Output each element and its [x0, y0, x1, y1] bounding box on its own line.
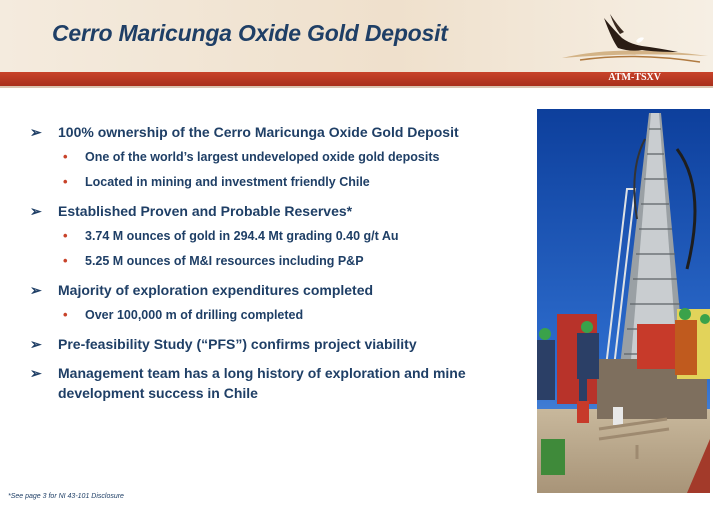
arrow-bullet-icon: ➢ [30, 124, 42, 140]
bullet-3: ➢ Majority of exploration expenditures completed [30, 282, 374, 298]
sub-bullet-3-1: • Over 100,000 m of drilling completed [63, 307, 304, 322]
drill-rig-photo [537, 109, 710, 493]
ticker-label: ATM-TSXV [608, 72, 661, 83]
bullet-1: ➢ 100% ownership of the Cerro Maricunga Oxide Gold Deposit [30, 124, 459, 140]
dot-bullet-icon: • [63, 149, 68, 164]
sub-bullet-1-2: • Located in mining and investment friendly Chile [63, 174, 370, 189]
bullet-5: ➢ Management team has a long history of exploration and mine development success in Chile [30, 365, 466, 401]
arrow-bullet-icon: ➢ [30, 203, 42, 219]
arrow-bullet-icon: ➢ [30, 336, 42, 352]
dot-bullet-icon: • [63, 307, 68, 322]
dot-bullet-icon: • [63, 253, 68, 268]
sub-bullet-2-2: • 5.25 M ounces of M&I resources including P&P [63, 253, 364, 268]
arrow-bullet-icon: ➢ [30, 282, 42, 298]
arrow-bullet-icon: ➢ [30, 365, 42, 381]
footnote: *See page 3 for NI 43-101 Disclosure [8, 493, 124, 500]
condor-icon [560, 8, 710, 68]
accent-bar [0, 72, 713, 86]
dot-bullet-icon: • [63, 174, 68, 189]
dot-bullet-icon: • [63, 228, 68, 243]
slide-title: Cerro Maricunga Oxide Gold Deposit [52, 20, 448, 46]
sub-bullet-2-1: • 3.74 M ounces of gold in 294.4 Mt grading 0.40 g/t Au [63, 228, 399, 243]
divider [0, 86, 713, 88]
sub-bullet-1-1: • One of the world’s largest undeveloped oxide gold deposits [63, 149, 440, 164]
bullet-2: ➢ Established Proven and Probable Reserves* [30, 203, 353, 219]
bullet-list [30, 122, 525, 409]
bullet-4: ➢ Pre-feasibility Study (“PFS”) confirms project viability [30, 336, 417, 352]
slide-header [0, 0, 713, 72]
